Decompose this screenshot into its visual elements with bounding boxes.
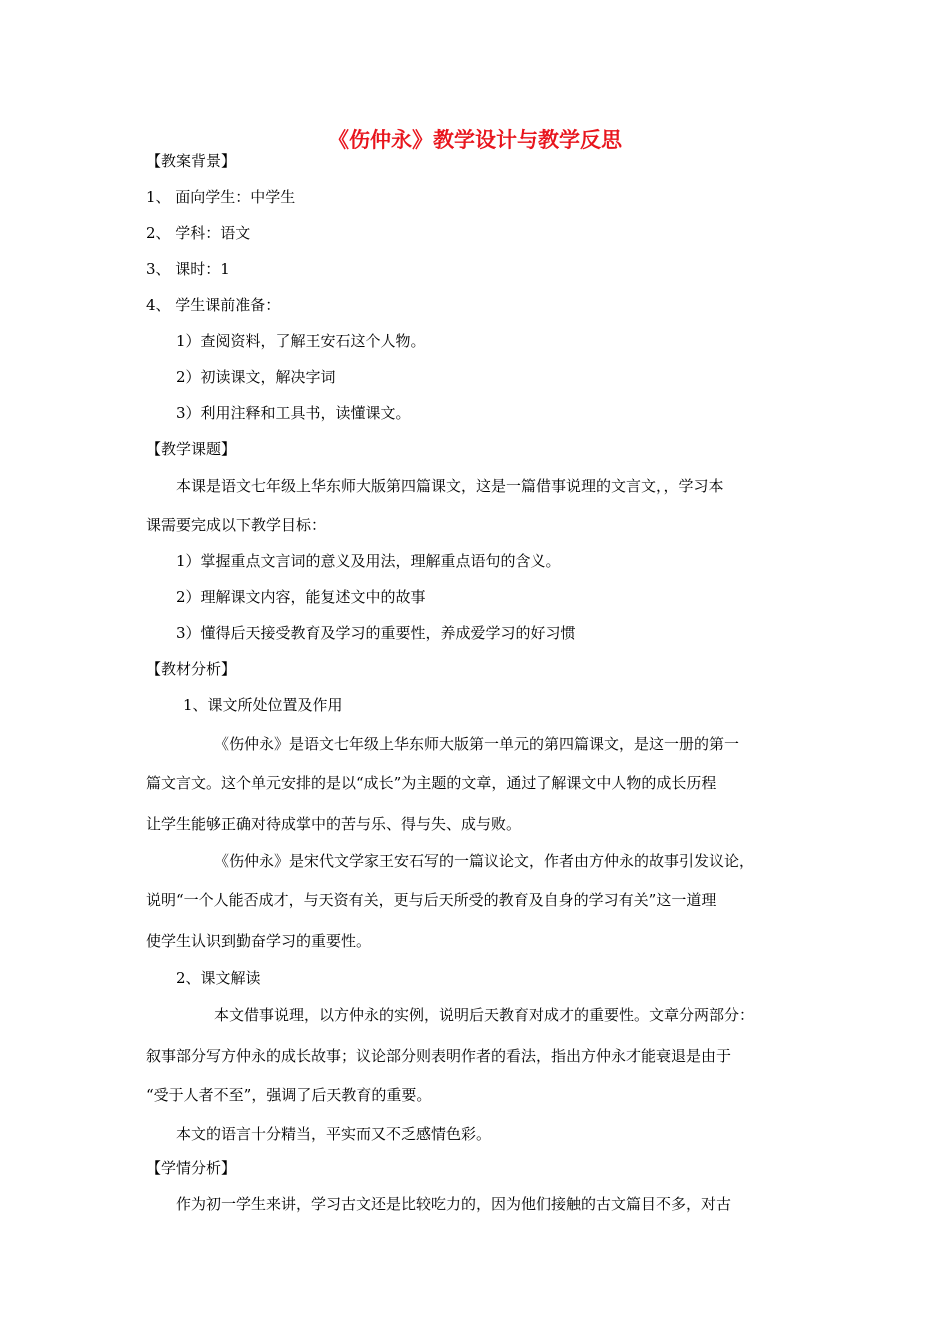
- topic-paragraph-line: 本课是语文七年级上华东师大版第四篇课文，这是一篇借事说理的文言文，，学习本: [176, 477, 724, 495]
- background-item: 3、 课时：1: [146, 260, 230, 278]
- section-heading-analysis: 【教材分析】: [146, 660, 237, 678]
- analysis-paragraph-line: 说明“一个人能否成才，与天资有关，更与后天所受的教育及自身的学习有关”这一道理: [146, 891, 717, 909]
- background-item: 2、 学科：语文: [146, 224, 251, 242]
- section-heading-learners: 【学情分析】: [146, 1159, 237, 1177]
- goal-item: 1）掌握重点文言词的意义及用法，理解重点语句的含义。: [176, 552, 561, 570]
- prep-item: 2）初读课文，解决字词: [176, 368, 336, 386]
- analysis-paragraph-line: 《伤仲永》是宋代文学家王安石写的一篇议论文，作者由方仲永的故事引发议论，: [214, 852, 755, 870]
- analysis-paragraph-line: 本文的语言十分精当，平实而又不乏感情色彩。: [176, 1125, 492, 1143]
- background-item: 1、 面向学生：中学生: [146, 188, 296, 206]
- prep-item: 1）查阅资料，了解王安石这个人物。: [176, 332, 426, 350]
- analysis-paragraph-line: “受于人者不至”，强调了后天教育的重要。: [146, 1086, 432, 1104]
- analysis-paragraph-line: 叙事部分写方仲永的成长故事；议论部分则表明作者的看法，指出方仲永才能衰退是由于: [146, 1047, 732, 1065]
- background-item: 4、 学生课前准备：: [146, 296, 281, 314]
- analysis-paragraph-line: 使学生认识到勤奋学习的重要性。: [146, 932, 372, 950]
- analysis-paragraph-line: 让学生能够正确对待成掌中的苦与乐、得与失、成与败。: [146, 815, 522, 833]
- topic-paragraph-line: 课需要完成以下教学目标：: [146, 516, 327, 534]
- analysis-paragraph-line: 本文借事说理，以方仲永的实例，说明后天教育对成才的重要性。文章分两部分：: [214, 1006, 755, 1024]
- document-title: 《伤仲永》教学设计与教学反思: [328, 127, 622, 152]
- prep-item: 3）利用注释和工具书，读懂课文。: [176, 404, 411, 422]
- analysis-paragraph-line: 篇文言文。这个单元安排的是以“成长”为主题的文章，通过了解课文中人物的成长历程: [146, 774, 717, 792]
- learners-paragraph-line: 作为初一学生来讲，学习古文还是比较吃力的，因为他们接触的古文篇目不多，对古: [176, 1195, 732, 1213]
- section-heading-background: 【教案背景】: [146, 152, 237, 170]
- section-heading-topic: 【教学课题】: [146, 440, 237, 458]
- goal-item: 3）懂得后天接受教育及学习的重要性，养成爱学习的好习惯: [176, 624, 576, 642]
- goal-item: 2）理解课文内容，能复述文中的故事: [176, 588, 426, 606]
- analysis-subheading: 2、课文解读: [176, 969, 261, 987]
- analysis-subheading: 1、课文所处位置及作用: [183, 696, 343, 714]
- analysis-paragraph-line: 《伤仲永》是语文七年级上华东师大版第一单元的第四篇课文，是这一册的第一: [214, 735, 740, 753]
